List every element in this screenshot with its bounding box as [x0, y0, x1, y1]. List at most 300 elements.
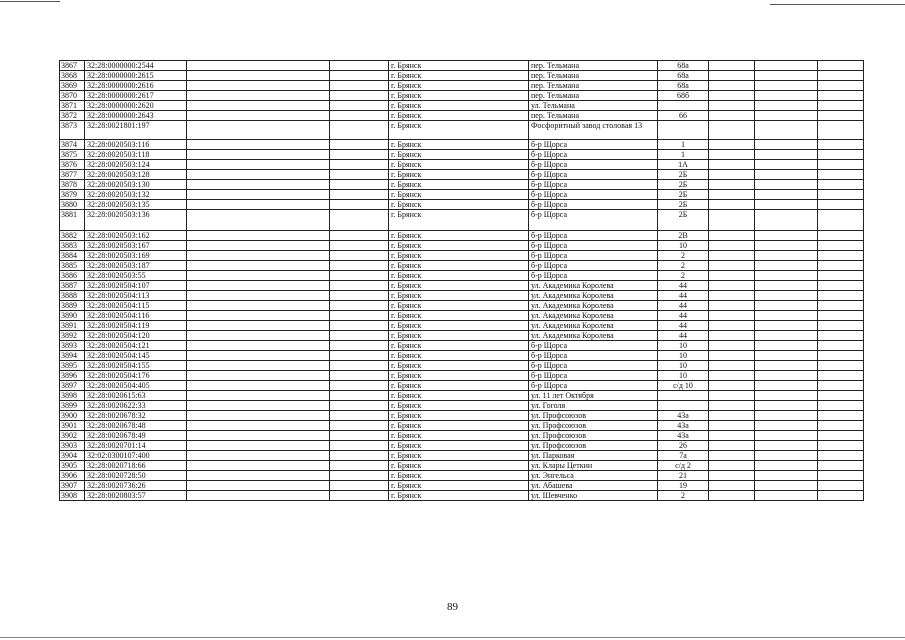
- empty-cell: [709, 210, 755, 231]
- row-number-cell: 3908: [60, 491, 85, 501]
- empty-cell: [330, 381, 389, 391]
- table-row: [60, 231, 864, 241]
- empty-cell: [187, 461, 330, 471]
- row-number-cell: 3890: [60, 311, 85, 321]
- empty-cell: [709, 291, 755, 301]
- cadastral-number-cell: 32:28:0000000:2643: [85, 111, 187, 121]
- table-row: [60, 491, 864, 501]
- empty-cell: [709, 61, 755, 71]
- city-cell: г. Брянск: [389, 210, 529, 231]
- street-cell: ул. Академика Королева: [529, 311, 658, 321]
- empty-cell: [818, 481, 864, 491]
- empty-cell: [709, 341, 755, 351]
- empty-cell: [330, 311, 389, 321]
- empty-cell: [818, 71, 864, 81]
- empty-cell: [330, 111, 389, 121]
- empty-cell: [709, 200, 755, 210]
- empty-cell: [187, 451, 330, 461]
- empty-cell: [187, 101, 330, 111]
- street-cell: ул. Профсоюзов: [529, 421, 658, 431]
- cadastral-number-cell: 32:28:0000000:2620: [85, 101, 187, 111]
- cadastral-number-cell: 32:28:0020503:136: [85, 210, 187, 231]
- empty-cell: [709, 391, 755, 401]
- street-cell: б-р Щорса: [529, 351, 658, 361]
- empty-cell: [818, 200, 864, 210]
- empty-cell: [818, 471, 864, 481]
- house-number-cell: 10: [658, 361, 709, 371]
- empty-cell: [755, 391, 818, 401]
- house-number-cell: 2Б: [658, 190, 709, 200]
- house-number-cell: 44: [658, 281, 709, 291]
- city-cell: г. Брянск: [389, 421, 529, 431]
- cadastral-number-cell: 32:28:0020504:121: [85, 341, 187, 351]
- row-number-cell: 3888: [60, 291, 85, 301]
- empty-cell: [755, 281, 818, 291]
- registry-table-body: [60, 61, 864, 501]
- row-number-cell: 3893: [60, 341, 85, 351]
- empty-cell: [818, 401, 864, 411]
- empty-cell: [755, 150, 818, 160]
- empty-cell: [818, 351, 864, 361]
- street-cell: ул. Академика Королева: [529, 331, 658, 341]
- city-cell: г. Брянск: [389, 481, 529, 491]
- table-row: [60, 251, 864, 261]
- empty-cell: [187, 210, 330, 231]
- house-number-cell: [658, 401, 709, 411]
- empty-cell: [755, 451, 818, 461]
- empty-cell: [755, 261, 818, 271]
- empty-cell: [818, 210, 864, 231]
- empty-cell: [755, 491, 818, 501]
- empty-cell: [330, 121, 389, 140]
- house-number-cell: [658, 121, 709, 140]
- empty-cell: [709, 111, 755, 121]
- empty-cell: [709, 261, 755, 271]
- empty-cell: [330, 411, 389, 421]
- empty-cell: [187, 91, 330, 101]
- empty-cell: [330, 180, 389, 190]
- cadastral-number-cell: 32:28:0020504:176: [85, 371, 187, 381]
- empty-cell: [818, 231, 864, 241]
- empty-cell: [187, 291, 330, 301]
- empty-cell: [709, 491, 755, 501]
- empty-cell: [709, 321, 755, 331]
- empty-cell: [709, 411, 755, 421]
- row-number-cell: 3868: [60, 71, 85, 81]
- city-cell: г. Брянск: [389, 351, 529, 361]
- table-row: [60, 261, 864, 271]
- empty-cell: [755, 311, 818, 321]
- empty-cell: [818, 331, 864, 341]
- street-cell: б-р Щорса: [529, 200, 658, 210]
- cadastral-number-cell: 32:28:0000000:2617: [85, 91, 187, 101]
- street-cell: б-р Щорса: [529, 251, 658, 261]
- house-number-cell: 68б: [658, 91, 709, 101]
- empty-cell: [755, 291, 818, 301]
- house-number-cell: 1А: [658, 160, 709, 170]
- empty-cell: [818, 160, 864, 170]
- empty-cell: [187, 481, 330, 491]
- empty-cell: [755, 170, 818, 180]
- empty-cell: [187, 401, 330, 411]
- empty-cell: [755, 361, 818, 371]
- empty-cell: [330, 210, 389, 231]
- empty-cell: [330, 461, 389, 471]
- city-cell: г. Брянск: [389, 81, 529, 91]
- house-number-cell: 68а: [658, 71, 709, 81]
- empty-cell: [818, 311, 864, 321]
- empty-cell: [187, 371, 330, 381]
- empty-cell: [187, 381, 330, 391]
- empty-cell: [187, 160, 330, 170]
- empty-cell: [755, 441, 818, 451]
- empty-cell: [330, 351, 389, 361]
- empty-cell: [755, 471, 818, 481]
- city-cell: г. Брянск: [389, 170, 529, 180]
- cadastral-number-cell: 32:28:0020503:124: [85, 160, 187, 170]
- city-cell: г. Брянск: [389, 190, 529, 200]
- empty-cell: [330, 301, 389, 311]
- row-number-cell: 3875: [60, 150, 85, 160]
- cadastral-number-cell: 32:28:0000000:2615: [85, 71, 187, 81]
- street-cell: ул. Академика Королева: [529, 301, 658, 311]
- empty-cell: [330, 251, 389, 261]
- empty-cell: [187, 241, 330, 251]
- empty-cell: [709, 150, 755, 160]
- empty-cell: [330, 241, 389, 251]
- table-row: [60, 150, 864, 160]
- empty-cell: [755, 461, 818, 471]
- empty-cell: [187, 81, 330, 91]
- city-cell: г. Брянск: [389, 160, 529, 170]
- empty-cell: [330, 431, 389, 441]
- empty-cell: [709, 431, 755, 441]
- empty-cell: [755, 241, 818, 251]
- table-row: [60, 311, 864, 321]
- city-cell: г. Брянск: [389, 461, 529, 471]
- city-cell: г. Брянск: [389, 231, 529, 241]
- house-number-cell: 43а: [658, 421, 709, 431]
- street-cell: б-р Щорса: [529, 170, 658, 180]
- empty-cell: [709, 471, 755, 481]
- empty-cell: [818, 251, 864, 261]
- empty-cell: [709, 180, 755, 190]
- empty-cell: [755, 351, 818, 361]
- row-number-cell: 3883: [60, 241, 85, 251]
- empty-cell: [755, 271, 818, 281]
- empty-cell: [187, 271, 330, 281]
- house-number-cell: 2: [658, 271, 709, 281]
- table-row: [60, 291, 864, 301]
- empty-cell: [187, 331, 330, 341]
- cadastral-number-cell: 32:28:0020718:66: [85, 461, 187, 471]
- empty-cell: [818, 461, 864, 471]
- house-number-cell: 44: [658, 321, 709, 331]
- empty-cell: [709, 331, 755, 341]
- empty-cell: [187, 351, 330, 361]
- cadastral-number-cell: 32:28:0020504:107: [85, 281, 187, 291]
- empty-cell: [709, 271, 755, 281]
- street-cell: пер. Тельмана: [529, 61, 658, 71]
- street-cell: ул. Шевченко: [529, 491, 658, 501]
- city-cell: г. Брянск: [389, 241, 529, 251]
- city-cell: г. Брянск: [389, 281, 529, 291]
- empty-cell: [755, 200, 818, 210]
- table-row: [60, 411, 864, 421]
- street-cell: б-р Щорса: [529, 150, 658, 160]
- table-row: [60, 381, 864, 391]
- empty-cell: [755, 481, 818, 491]
- street-cell: ул. Профсоюзов: [529, 431, 658, 441]
- empty-cell: [330, 451, 389, 461]
- empty-cell: [818, 451, 864, 461]
- empty-cell: [755, 71, 818, 81]
- empty-cell: [330, 361, 389, 371]
- cadastral-number-cell: 32:28:0020503:128: [85, 170, 187, 180]
- city-cell: г. Брянск: [389, 331, 529, 341]
- city-cell: г. Брянск: [389, 491, 529, 501]
- empty-cell: [187, 71, 330, 81]
- empty-cell: [330, 150, 389, 160]
- row-number-cell: 3880: [60, 200, 85, 210]
- row-number-cell: 3894: [60, 351, 85, 361]
- empty-cell: [755, 180, 818, 190]
- scan-edge-line: [0, 637, 905, 638]
- house-number-cell: 44: [658, 331, 709, 341]
- house-number-cell: 44: [658, 311, 709, 321]
- street-cell: ул. Профсоюзов: [529, 411, 658, 421]
- cadastral-number-cell: 32:28:0020622:33: [85, 401, 187, 411]
- row-number-cell: 3897: [60, 381, 85, 391]
- street-cell: ул. Энгельса: [529, 471, 658, 481]
- scan-edge-line: [0, 1, 60, 2]
- empty-cell: [818, 190, 864, 200]
- table-row: [60, 421, 864, 431]
- row-number-cell: 3906: [60, 471, 85, 481]
- house-number-cell: 2В: [658, 231, 709, 241]
- row-number-cell: 3895: [60, 361, 85, 371]
- empty-cell: [818, 140, 864, 150]
- empty-cell: [755, 301, 818, 311]
- empty-cell: [187, 341, 330, 351]
- empty-cell: [818, 391, 864, 401]
- table-row: [60, 111, 864, 121]
- empty-cell: [187, 281, 330, 291]
- empty-cell: [709, 170, 755, 180]
- table-row: [60, 451, 864, 461]
- empty-cell: [330, 81, 389, 91]
- row-number-cell: 3905: [60, 461, 85, 471]
- row-number-cell: 3901: [60, 421, 85, 431]
- table-row: [60, 301, 864, 311]
- empty-cell: [187, 261, 330, 271]
- empty-cell: [755, 321, 818, 331]
- street-cell: ул. Академика Королева: [529, 281, 658, 291]
- city-cell: г. Брянск: [389, 371, 529, 381]
- house-number-cell: 68а: [658, 61, 709, 71]
- cadastral-number-cell: 32:28:0000000:2616: [85, 81, 187, 91]
- cadastral-number-cell: 32:28:0020503:167: [85, 241, 187, 251]
- street-cell: ул. Академика Королева: [529, 291, 658, 301]
- table-row: [60, 471, 864, 481]
- empty-cell: [330, 491, 389, 501]
- city-cell: г. Брянск: [389, 71, 529, 81]
- empty-cell: [330, 421, 389, 431]
- row-number-cell: 3879: [60, 190, 85, 200]
- house-number-cell: 10: [658, 241, 709, 251]
- empty-cell: [818, 101, 864, 111]
- empty-cell: [818, 381, 864, 391]
- street-cell: б-р Щорса: [529, 361, 658, 371]
- table-row: [60, 160, 864, 170]
- empty-cell: [709, 401, 755, 411]
- empty-cell: [818, 61, 864, 71]
- table-row: [60, 441, 864, 451]
- table-row: [60, 481, 864, 491]
- empty-cell: [818, 81, 864, 91]
- empty-cell: [330, 200, 389, 210]
- street-cell: б-р Щорса: [529, 180, 658, 190]
- empty-cell: [330, 170, 389, 180]
- city-cell: г. Брянск: [389, 111, 529, 121]
- empty-cell: [755, 140, 818, 150]
- row-number-cell: 3904: [60, 451, 85, 461]
- empty-cell: [330, 61, 389, 71]
- empty-cell: [709, 231, 755, 241]
- city-cell: г. Брянск: [389, 411, 529, 421]
- table-row: [60, 61, 864, 71]
- empty-cell: [187, 421, 330, 431]
- empty-cell: [330, 190, 389, 200]
- table-row: [60, 281, 864, 291]
- empty-cell: [709, 381, 755, 391]
- empty-cell: [818, 121, 864, 140]
- empty-cell: [755, 251, 818, 261]
- street-cell: б-р Щорса: [529, 190, 658, 200]
- empty-cell: [187, 180, 330, 190]
- row-number-cell: 3872: [60, 111, 85, 121]
- empty-cell: [818, 271, 864, 281]
- cadastral-number-cell: 32:28:0020701:14: [85, 441, 187, 451]
- house-number-cell: 7а: [658, 451, 709, 461]
- cadastral-number-cell: 32:02:0300107:400: [85, 451, 187, 461]
- house-number-cell: 2Б: [658, 180, 709, 190]
- empty-cell: [755, 431, 818, 441]
- row-number-cell: 3900: [60, 411, 85, 421]
- empty-cell: [187, 121, 330, 140]
- empty-cell: [187, 301, 330, 311]
- city-cell: г. Брянск: [389, 321, 529, 331]
- house-number-cell: 2Б: [658, 210, 709, 231]
- house-number-cell: 2: [658, 261, 709, 271]
- empty-cell: [187, 111, 330, 121]
- empty-cell: [709, 101, 755, 111]
- table-row: [60, 190, 864, 200]
- street-cell: б-р Щорса: [529, 261, 658, 271]
- cadastral-number-cell: 32:28:0020736:26: [85, 481, 187, 491]
- cadastral-number-cell: 32:28:0020504:119: [85, 321, 187, 331]
- street-cell: ул. Тельмана: [529, 101, 658, 111]
- city-cell: г. Брянск: [389, 150, 529, 160]
- house-number-cell: 21: [658, 471, 709, 481]
- cadastral-number-cell: 32:28:0020504:113: [85, 291, 187, 301]
- table-row: [60, 200, 864, 210]
- city-cell: г. Брянск: [389, 261, 529, 271]
- house-number-cell: 26: [658, 441, 709, 451]
- empty-cell: [187, 170, 330, 180]
- street-cell: ул. Клары Цеткин: [529, 461, 658, 471]
- city-cell: г. Брянск: [389, 341, 529, 351]
- empty-cell: [709, 421, 755, 431]
- empty-cell: [709, 121, 755, 140]
- empty-cell: [709, 251, 755, 261]
- city-cell: г. Брянск: [389, 121, 529, 140]
- house-number-cell: 43а: [658, 431, 709, 441]
- row-number-cell: 3889: [60, 301, 85, 311]
- table-row: [60, 401, 864, 411]
- table-row: [60, 101, 864, 111]
- empty-cell: [187, 411, 330, 421]
- empty-cell: [755, 210, 818, 231]
- row-number-cell: 3898: [60, 391, 85, 401]
- empty-cell: [818, 321, 864, 331]
- empty-cell: [818, 170, 864, 180]
- city-cell: г. Брянск: [389, 61, 529, 71]
- cadastral-number-cell: 32:28:0020803:57: [85, 491, 187, 501]
- cadastral-number-cell: 32:28:0020503:132: [85, 190, 187, 200]
- street-cell: б-р Щорса: [529, 210, 658, 231]
- table-row: [60, 180, 864, 190]
- empty-cell: [330, 401, 389, 411]
- empty-cell: [187, 361, 330, 371]
- cadastral-number-cell: 32:28:0020503:130: [85, 180, 187, 190]
- city-cell: г. Брянск: [389, 91, 529, 101]
- empty-cell: [818, 431, 864, 441]
- empty-cell: [709, 461, 755, 471]
- cadastral-number-cell: 32:28:0020678:32: [85, 411, 187, 421]
- city-cell: г. Брянск: [389, 271, 529, 281]
- empty-cell: [187, 321, 330, 331]
- empty-cell: [330, 101, 389, 111]
- house-number-cell: 1: [658, 150, 709, 160]
- table-row: [60, 331, 864, 341]
- empty-cell: [187, 311, 330, 321]
- row-number-cell: 3896: [60, 371, 85, 381]
- empty-cell: [818, 411, 864, 421]
- cadastral-number-cell: 32:28:0020503:187: [85, 261, 187, 271]
- street-cell: б-р Щорса: [529, 341, 658, 351]
- city-cell: г. Брянск: [389, 101, 529, 111]
- cadastral-number-cell: 32:28:0020678:49: [85, 431, 187, 441]
- row-number-cell: 3867: [60, 61, 85, 71]
- cadastral-number-cell: 32:28:0020503:116: [85, 140, 187, 150]
- row-number-cell: 3884: [60, 251, 85, 261]
- city-cell: г. Брянск: [389, 301, 529, 311]
- street-cell: б-р Щорса: [529, 140, 658, 150]
- table-row: [60, 241, 864, 251]
- empty-cell: [709, 81, 755, 91]
- house-number-cell: 1: [658, 140, 709, 150]
- city-cell: г. Брянск: [389, 431, 529, 441]
- table-row: [60, 140, 864, 150]
- house-number-cell: 2: [658, 491, 709, 501]
- empty-cell: [818, 281, 864, 291]
- cadastral-number-cell: 32:28:0020728:50: [85, 471, 187, 481]
- empty-cell: [330, 91, 389, 101]
- empty-cell: [187, 190, 330, 200]
- table-row: [60, 371, 864, 381]
- empty-cell: [709, 301, 755, 311]
